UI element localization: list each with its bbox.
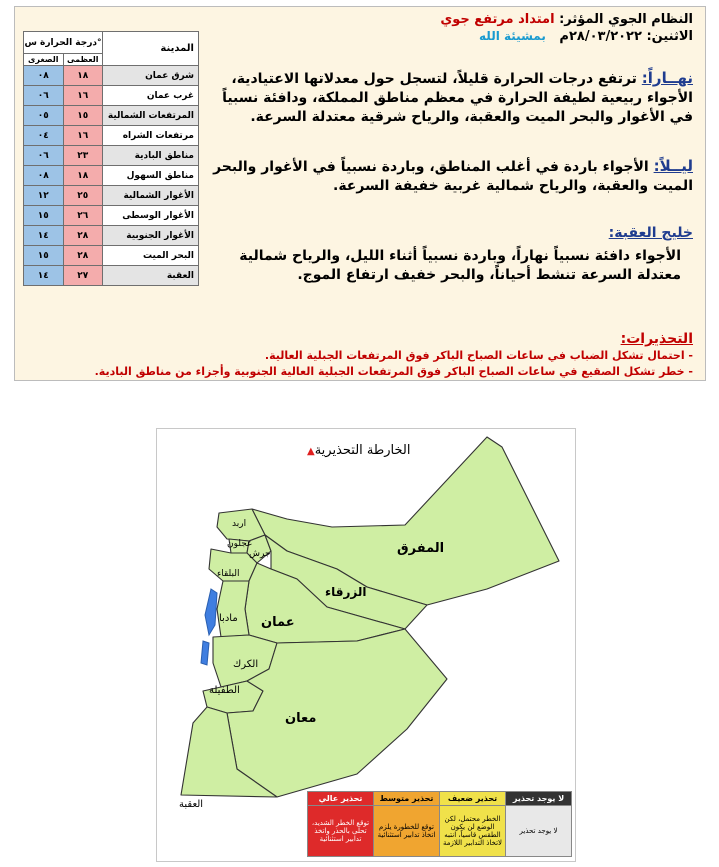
forecast-panel	[14, 6, 706, 381]
city-cell: الأغوار الشمالية	[103, 186, 199, 206]
max-temp-cell: ١٨	[63, 66, 103, 86]
aqaba-forecast: الأجواء دافئة نسبياً نهاراً، وباردة نسبياً أثناء الليل، والرياح شمالية معتدلة السرعة تنشط أحياناً، والبحر خفيف ارتفاع الموج.	[239, 248, 681, 283]
table-row	[24, 266, 199, 286]
max-temp-cell: ١٦	[63, 126, 103, 146]
dead-sea-shape	[205, 589, 217, 635]
night-label: ليــلاً:	[653, 157, 693, 175]
min-temp-cell: ١٥	[24, 206, 64, 226]
city-cell: الأغوار الوسطى	[103, 206, 199, 226]
system-value: امتداد مرتفع جوي	[440, 12, 555, 27]
city-cell: شرق عمان	[103, 66, 199, 86]
city-cell: العقبة	[103, 266, 199, 286]
legend-desc-row	[308, 806, 572, 857]
max-header: العظمى	[63, 54, 103, 66]
label-madaba: مادبا	[219, 613, 238, 624]
system-label: النظام الجوي المؤثر:	[559, 12, 693, 27]
min-temp-cell: ١٢	[24, 186, 64, 206]
max-temp-cell: ٢٦	[63, 206, 103, 226]
warning-item: - احتمال تشكل الضباب في ساعات الصباح الباكر فوق المرتفعات الجبلية العالية.	[264, 349, 693, 362]
lake-shape	[201, 641, 209, 665]
night-forecast	[208, 157, 693, 196]
max-temp-cell: ١٥	[63, 106, 103, 126]
city-cell: الأغوار الجنوبية	[103, 226, 199, 246]
max-temp-cell: ٢٨	[63, 246, 103, 266]
legend-high-desc: توقع الخطر الشديد، تحلى بالحذر واتخذ تدابير استثنائية	[308, 806, 374, 857]
table-row	[24, 206, 199, 226]
aqaba-gulf-label: خليج العقبة:	[608, 225, 693, 241]
min-temp-cell: ٠٨	[24, 66, 64, 86]
day-text: ترتفع درجات الحرارة قليلاً، لتسجل حول معدلاتها الاعتيادية، الأجواء ربيعية لطيفة الحرارة في معظم مناطق المملكة، ودافئة نسبياً في الأغوار والبحر الميت والعقبة، والرياح شرقية معتدلة السرعة.	[222, 71, 693, 125]
label-aqaba: العقبة	[179, 799, 204, 810]
min-temp-cell: ٠٤	[24, 126, 64, 146]
label-maan: معان	[285, 711, 317, 726]
min-temp-cell: ١٤	[24, 266, 64, 286]
table-row	[24, 166, 199, 186]
legend-medium-desc: توقع للخطورة يلزم اتخاذ تدابير استثنائية	[374, 806, 440, 857]
max-temp-cell: ١٨	[63, 166, 103, 186]
label-karak: الكرك	[233, 659, 259, 670]
min-temp-cell: ٠٦	[24, 146, 64, 166]
legend-none-desc: لا يوجد تحذير	[506, 806, 572, 857]
table-row	[24, 226, 199, 246]
map-region-madaba	[217, 581, 249, 637]
temperature-table	[23, 31, 199, 286]
city-cell: البحر الميت	[103, 246, 199, 266]
min-temp-cell: ١٤	[24, 226, 64, 246]
table-row	[24, 246, 199, 266]
table-row	[24, 186, 199, 206]
temperature-header: درجة الحرارة س°	[24, 32, 103, 54]
legend-none-header: لا يوجد تحذير	[506, 792, 572, 806]
label-mafraq: المفرق	[397, 541, 445, 556]
label-jerash: جرش	[249, 549, 271, 559]
table-header-row	[24, 32, 199, 54]
warning-item: - خطر تشكل الصقيع في ساعات الصباح الباكر فوق المرتفعات الجبلية العالية الجنوبية وأجزاء من مناطق البادية.	[94, 365, 693, 378]
label-tafila: الطفيلة	[209, 685, 240, 696]
table-row	[24, 86, 199, 106]
label-ajloun: عجلون	[227, 539, 253, 549]
city-cell: مناطق السهول	[103, 166, 199, 186]
table-row	[24, 126, 199, 146]
table-row	[24, 66, 199, 86]
bulletin-header	[193, 11, 693, 45]
warnings-label: التحذيرات:	[620, 331, 693, 347]
legend-header-row	[308, 792, 572, 806]
min-temp-cell: ٠٦	[24, 86, 64, 106]
max-temp-cell: ٢٧	[63, 266, 103, 286]
wish-text: بمشيئة الله	[479, 29, 546, 43]
max-temp-cell: ٢٨	[63, 226, 103, 246]
map-title-text: الخارطة التحذيرية	[314, 443, 411, 458]
legend-high-header: تحذير عالي	[308, 792, 374, 806]
map-title	[307, 443, 410, 458]
city-header: المدينة	[103, 32, 199, 66]
table-row	[24, 146, 199, 166]
night-text: الأجواء باردة في أغلب المناطق، وباردة نسبياً في الأغوار والبحر الميت والعقبة، والرياح شمالية غربية خفيفة السرعة.	[213, 159, 693, 194]
day-label: نهــاراً:	[641, 69, 693, 87]
legend-low-header: تحذير ضعيف	[440, 792, 506, 806]
min-header: الصغرى	[24, 54, 64, 66]
label-irbid: اربد	[232, 519, 247, 529]
city-cell: غرب عمان	[103, 86, 199, 106]
legend-medium-header: تحذير متوسط	[374, 792, 440, 806]
min-temp-cell: ١٥	[24, 246, 64, 266]
max-temp-cell: ٢٥	[63, 186, 103, 206]
legend-low-desc: الخطر محتمل، لكن الوضع لن يكون الطقس قاسياً، انتبه لاتخاذ التدابير اللازمة	[440, 806, 506, 857]
city-cell: مناطق البادية	[103, 146, 199, 166]
max-temp-cell: ١٦	[63, 86, 103, 106]
warning-legend	[307, 791, 572, 857]
min-temp-cell: ٠٥	[24, 106, 64, 126]
label-zarqa: الزرقاء	[325, 585, 367, 599]
city-cell: مرتفعات الشراه	[103, 126, 199, 146]
table-row	[24, 106, 199, 126]
label-balqa: البلقاء	[217, 569, 240, 579]
max-temp-cell: ٢٣	[63, 146, 103, 166]
day-forecast	[208, 69, 693, 127]
label-amman: عمان	[261, 615, 295, 630]
city-cell: المرتفعات الشمالية	[103, 106, 199, 126]
warning-map	[156, 428, 576, 862]
warning-triangle-icon: ▲	[307, 446, 315, 457]
bulletin-date: الاثنين: ٢٨/٠٣/٢٠٢٢م	[559, 29, 693, 44]
min-temp-cell: ٠٨	[24, 166, 64, 186]
